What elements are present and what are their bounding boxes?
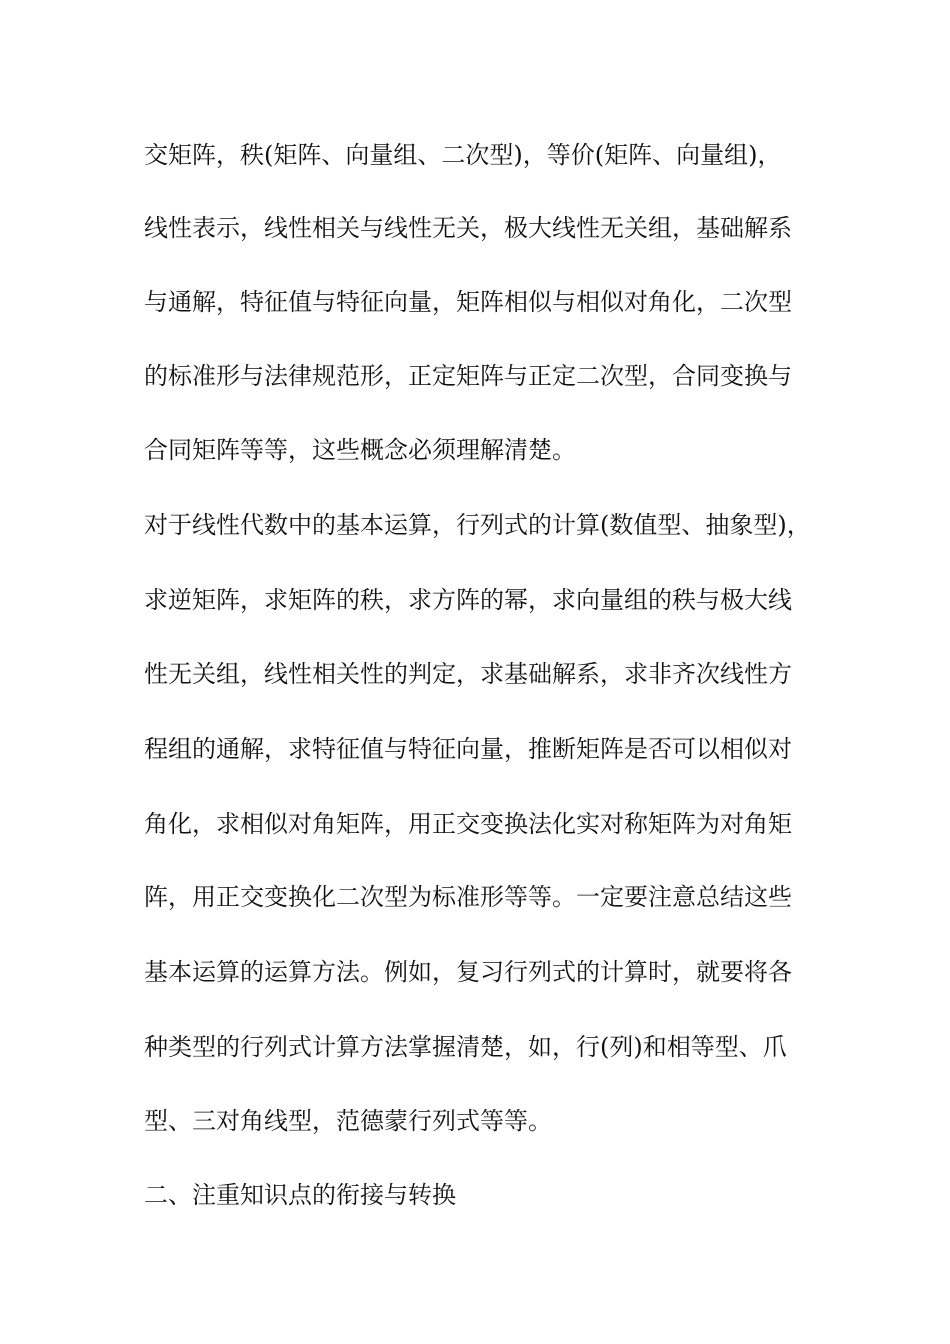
- paragraph-2-line-9: 型、三对角线型，范德蒙行列式等等。: [144, 1107, 552, 1135]
- paragraph-2-line-4: 程组的通解，求特征值与特征向量，推断矩阵是否可以相似对: [144, 735, 792, 763]
- paragraph-1-line-4: 的标准形与法律规范形，正定矩阵与正定二次型，合同变换与: [144, 362, 792, 390]
- paragraph-2-line-5: 角化，求相似对角矩阵，用正交变换法化实对称矩阵为对角矩: [144, 810, 792, 838]
- paragraph-1-line-1: 交矩阵，秩(矩阵、向量组、二次型)，等价(矩阵、向量组)，: [144, 141, 782, 169]
- paragraph-1-line-5: 合同矩阵等等，这些概念必须理解清楚。: [144, 436, 576, 464]
- paragraph-2-line-2: 求逆矩阵，求矩阵的秩，求方阵的幂，求向量组的秩与极大线: [144, 586, 792, 614]
- paragraph-2-line-6: 阵，用正交变换化二次型为标准形等等。一定要注意总结这些: [144, 883, 792, 911]
- paragraph-2-line-8: 种类型的行列式计算方法掌握清楚，如，行(列)和相等型、爪: [144, 1033, 787, 1061]
- paragraph-1-line-2: 线性表示，线性相关与线性无关，极大线性无关组，基础解系: [144, 214, 792, 242]
- paragraph-2-line-3: 性无关组，线性相关性的判定，求基础解系，求非齐次线性方: [144, 660, 792, 688]
- paragraph-2-line-1: 对于线性代数中的基本运算，行列式的计算(数值型、抽象型)，: [144, 511, 811, 539]
- section-heading: 二、注重知识点的衔接与转换: [144, 1181, 456, 1209]
- paragraph-2-line-7: 基本运算的运算方法。例如，复习行列式的计算时，就要将各: [144, 958, 792, 986]
- paragraph-1-line-3: 与通解，特征值与特征向量，矩阵相似与相似对角化，二次型: [144, 288, 792, 316]
